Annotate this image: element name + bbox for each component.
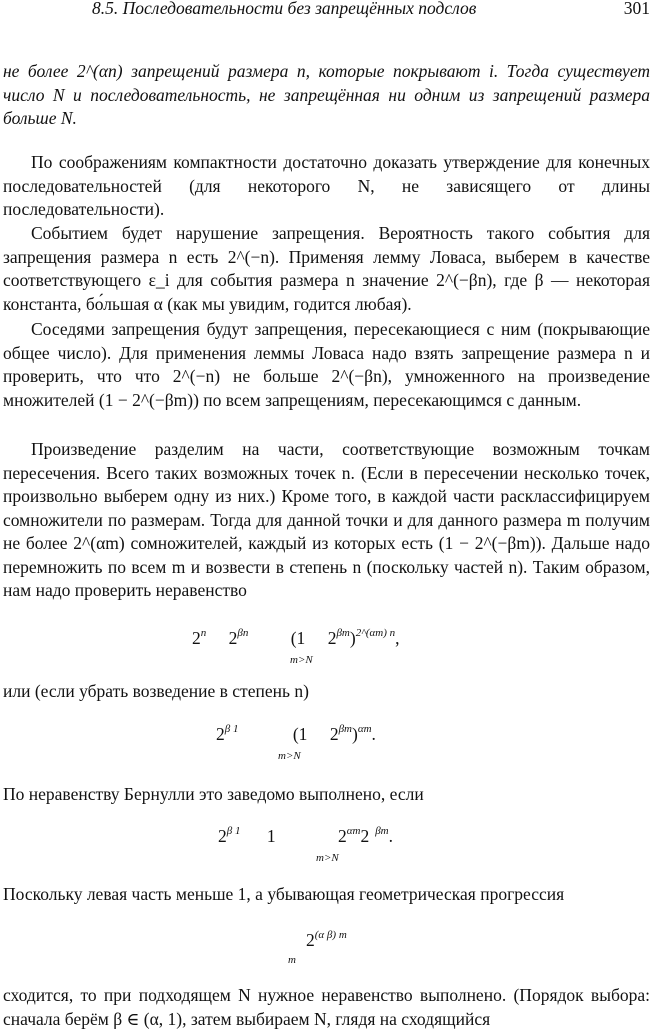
paragraph-neighbors: Соседями запрещения будут запрещения, пересекающиеся с ним (покрывающие общее число). Для применения леммы Ловаса надо взять запрещение размера n и проверить, что что 2^(−n) не больше 2^(−βn), умноженного на произведение множителей (1 − 2^(−βm)) по всем запрещениям, пересекающимся с данным. — [3, 319, 650, 410]
paragraph-product: Произведение разделим на части, соответствующие возможным точкам пересечения. Всего таких возможных точек n. (Если в пересечении несколько точек, произвольно выберем одну из них.) Кроме того, в каждой части расклассифицируем сомножители по размерам. Тогда для данной точки и для данного размера m получим не более 2^(αm) сомножителей, каждый из которых есть (1 − 2^(−βm)). Дальше надо перемножить по всем m и возвести в степень n (поскольку частей n). Таким образом, нам надо проверить неравенство — [3, 439, 650, 600]
page-number: 301 — [623, 0, 650, 18]
theorem-continuation: не более 2^(αn) запрещений размера n, которые покрывают i. Тогда существует число N и последовательность, не запрещённая ни одним из запрещений размера больше N. — [3, 61, 650, 128]
running-header — [0, 0, 652, 22]
paragraph-geometric: Поскольку левая часть меньше 1, а убывающая геометрическая прогрессия — [3, 884, 565, 904]
paragraph-bernoulli: По неравенству Бернулли это заведомо выполнено, если — [3, 784, 424, 804]
paragraph-event: Событием будет нарушение запрещения. Вероятность такого события для запрещения размера n есть 2^(−n). Применяя лемму Ловаса, выберем в качестве соответствующего ε_i для события размера n значение 2^(−βn), где β — некоторая константа, бо́льшая α (как мы увидим, годится любая). — [3, 223, 650, 314]
paragraph-compactness: По соображениям компактности достаточно доказать утверждение для конечных последовательностей (для некоторого N, не зависящего от длины последовательности). — [3, 152, 650, 219]
inequality-1: 2$^n$ $2^{\beta n}$ (1 $2^{\beta m})^{2\^{}(\alpha m) n}$, m>N — [192, 627, 400, 666]
paragraph-converges: сходится, то при подходящем N нужное неравенство выполнено. (Порядок выбора: сначала берём β ∈ (α, 1), затем выбираем N, глядя на сходящийся — [3, 985, 650, 1029]
paragraph-remove-power: или (если убрать возведение в степень n) — [3, 681, 309, 701]
series-expression: $2^{(\alpha \beta) m}$ m — [288, 929, 347, 966]
running-title: 8.5. Последовательности без запрещённых подслов — [92, 0, 477, 18]
inequality-2: $2^{\beta 1}$ (1 $2^{\beta m})^{\alpha m}$. m>N — [216, 723, 376, 762]
inequality-3: $2^{\beta 1}$ 1 $2^{\alpha m}2$ $^{\beta m}$. m>N — [218, 825, 394, 864]
